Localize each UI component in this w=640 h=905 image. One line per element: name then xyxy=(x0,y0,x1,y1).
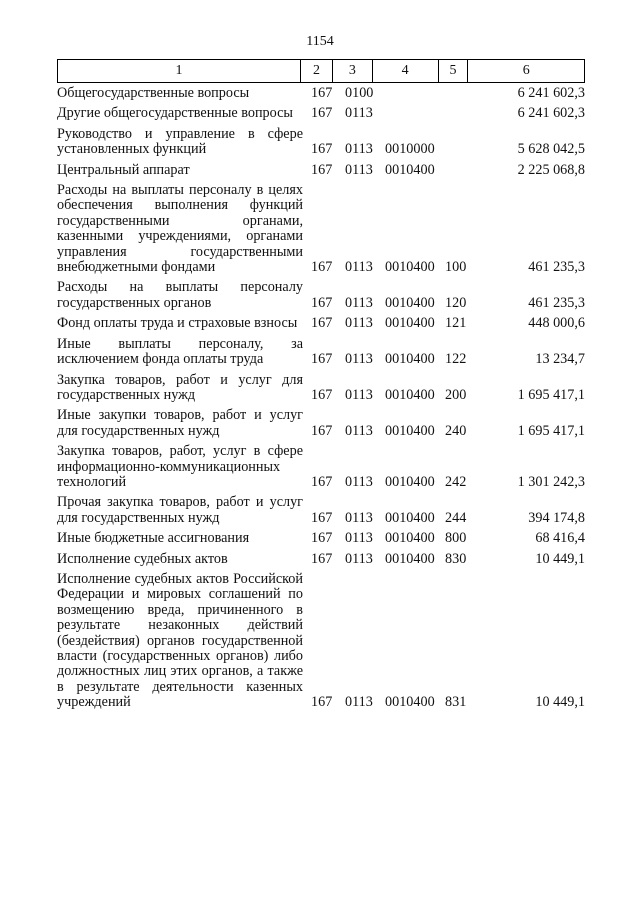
row-section-code: 0113 xyxy=(345,351,373,368)
row-section-code: 0113 xyxy=(345,509,373,526)
row-target-code: 0010400 xyxy=(385,422,435,439)
row-section-code: 0113 xyxy=(345,550,373,567)
row-section-code: 0100 xyxy=(345,85,374,101)
row-amount: 1 301 242,3 xyxy=(517,473,585,490)
row-amount: 5 628 042,5 xyxy=(517,141,585,158)
row-description: Исполнение судебных актов xyxy=(57,550,228,567)
row-expense-code: 831 xyxy=(445,694,467,711)
header-col-2: 2 xyxy=(301,60,333,82)
table-row xyxy=(57,127,585,158)
row-amount: 2 225 068,8 xyxy=(517,161,585,178)
table-row xyxy=(57,86,585,101)
row-description: Другие общегосударственные вопросы xyxy=(57,105,293,122)
table-header-row xyxy=(57,59,585,83)
row-ministry-code: 167 xyxy=(311,694,333,711)
row-ministry-code: 167 xyxy=(311,315,333,332)
row-section-code: 0113 xyxy=(345,530,373,547)
header-col-5: 5 xyxy=(439,60,469,82)
row-target-code: 0010400 xyxy=(385,509,435,526)
row-amount: 6 241 602,3 xyxy=(517,105,585,122)
row-ministry-code: 167 xyxy=(311,294,333,311)
row-ministry-code: 167 xyxy=(311,259,333,276)
table-row xyxy=(57,163,585,178)
row-target-code: 0010000 xyxy=(385,141,435,158)
table-row xyxy=(57,408,585,439)
row-description: Руководство и управление в сфере установленных функций xyxy=(57,125,303,158)
row-section-code: 0113 xyxy=(345,386,373,403)
table-row xyxy=(57,444,585,490)
row-description: Закупка товаров, работ и услуг для государственных нужд xyxy=(57,371,303,403)
row-amount: 68 416,4 xyxy=(535,530,585,547)
table-row xyxy=(57,337,585,368)
row-ministry-code: 167 xyxy=(311,473,333,490)
row-section-code: 0113 xyxy=(345,694,373,711)
row-amount: 13 234,7 xyxy=(535,351,585,368)
page-number: 1154 xyxy=(306,34,334,49)
row-section-code: 0113 xyxy=(345,141,373,158)
row-expense-code: 100 xyxy=(445,259,467,276)
row-amount: 394 174,8 xyxy=(528,509,585,526)
table-row xyxy=(57,280,585,311)
row-amount: 448 000,6 xyxy=(528,315,585,332)
row-target-code: 0010400 xyxy=(385,259,435,276)
row-description: Иные бюджетные ассигнования xyxy=(57,530,250,547)
row-expense-code: 120 xyxy=(445,294,467,311)
table-row xyxy=(57,316,585,331)
row-expense-code: 830 xyxy=(445,550,467,567)
row-target-code: 0010400 xyxy=(385,473,435,490)
row-ministry-code: 167 xyxy=(311,141,333,158)
table-row xyxy=(57,495,585,526)
header-col-3: 3 xyxy=(333,60,373,82)
row-description: Фонд оплаты труда и страховые взносы xyxy=(57,315,298,332)
header-col-4: 4 xyxy=(373,60,439,82)
table-row xyxy=(57,572,585,711)
row-expense-code: 122 xyxy=(445,351,467,368)
row-ministry-code: 167 xyxy=(311,550,333,567)
row-target-code: 0010400 xyxy=(385,694,435,711)
row-description: Прочая закупка товаров, работ и услуг для государственных нужд xyxy=(57,494,303,526)
row-description: Центральный аппарат xyxy=(57,161,190,178)
row-description: Иные закупки товаров, работ и услуг для государственных нужд xyxy=(57,407,303,439)
row-target-code: 0010400 xyxy=(385,386,435,403)
row-description: Расходы на выплаты персоналу государственных органов xyxy=(57,279,303,311)
row-description: Иные выплаты персоналу, за исключением фонда оплаты труда xyxy=(57,335,303,368)
table-row xyxy=(57,183,585,275)
row-target-code: 0010400 xyxy=(385,550,435,567)
row-description: Расходы на выплаты персоналу в целях обеспечения выполнения функций государственными органами, казенными учреждениями, органами управления государственными внебюджетными фондами xyxy=(57,182,303,276)
row-ministry-code: 167 xyxy=(311,161,333,178)
row-amount: 6 241 602,3 xyxy=(517,85,585,101)
header-col-6: 6 xyxy=(522,63,530,78)
row-ministry-code: 167 xyxy=(311,105,333,122)
row-amount: 1 695 417,1 xyxy=(517,386,585,403)
row-amount: 461 235,3 xyxy=(528,259,585,276)
row-section-code: 0113 xyxy=(345,473,373,490)
row-description: Закупка товаров, работ, услуг в сфере информационно-коммуникационных технологий xyxy=(57,443,303,490)
row-expense-code: 240 xyxy=(445,422,467,439)
table-row xyxy=(57,552,585,567)
table-body xyxy=(57,86,585,716)
row-expense-code: 121 xyxy=(445,315,467,332)
row-section-code: 0113 xyxy=(345,105,373,122)
row-section-code: 0113 xyxy=(345,161,373,178)
row-expense-code: 200 xyxy=(445,386,467,403)
row-amount: 461 235,3 xyxy=(528,294,585,311)
row-target-code: 0010400 xyxy=(385,530,435,547)
row-ministry-code: 167 xyxy=(311,422,333,439)
row-ministry-code: 167 xyxy=(311,509,333,526)
row-ministry-code: 167 xyxy=(311,530,333,547)
row-description: Общегосударственные вопросы xyxy=(57,85,250,101)
row-target-code: 0010400 xyxy=(385,161,435,178)
row-expense-code: 800 xyxy=(445,530,467,547)
row-expense-code: 244 xyxy=(445,509,467,526)
row-section-code: 0113 xyxy=(345,315,373,332)
row-amount: 1 695 417,1 xyxy=(517,422,585,439)
table-row xyxy=(57,106,585,121)
row-section-code: 0113 xyxy=(345,259,373,276)
row-target-code: 0010400 xyxy=(385,294,435,311)
table-row xyxy=(57,373,585,404)
row-ministry-code: 167 xyxy=(311,351,333,368)
row-description: Исполнение судебных актов Российской Федерации и мировых соглашений по возмещению вреда, причиненного в результате незаконных действий (бездействия) органов государственной власти (государственных органов) либо должностных лиц этих органов, а также в результате деятельности казенных учреждений xyxy=(57,570,303,711)
row-target-code: 0010400 xyxy=(385,351,435,368)
row-section-code: 0113 xyxy=(345,294,373,311)
header-col-1: 1 xyxy=(58,60,301,82)
row-amount: 10 449,1 xyxy=(535,550,585,567)
row-amount: 10 449,1 xyxy=(535,694,585,711)
table-row xyxy=(57,531,585,546)
row-expense-code: 242 xyxy=(445,473,467,490)
row-ministry-code: 167 xyxy=(311,85,333,101)
row-target-code: 0010400 xyxy=(385,315,435,332)
row-ministry-code: 167 xyxy=(311,386,333,403)
row-section-code: 0113 xyxy=(345,422,373,439)
